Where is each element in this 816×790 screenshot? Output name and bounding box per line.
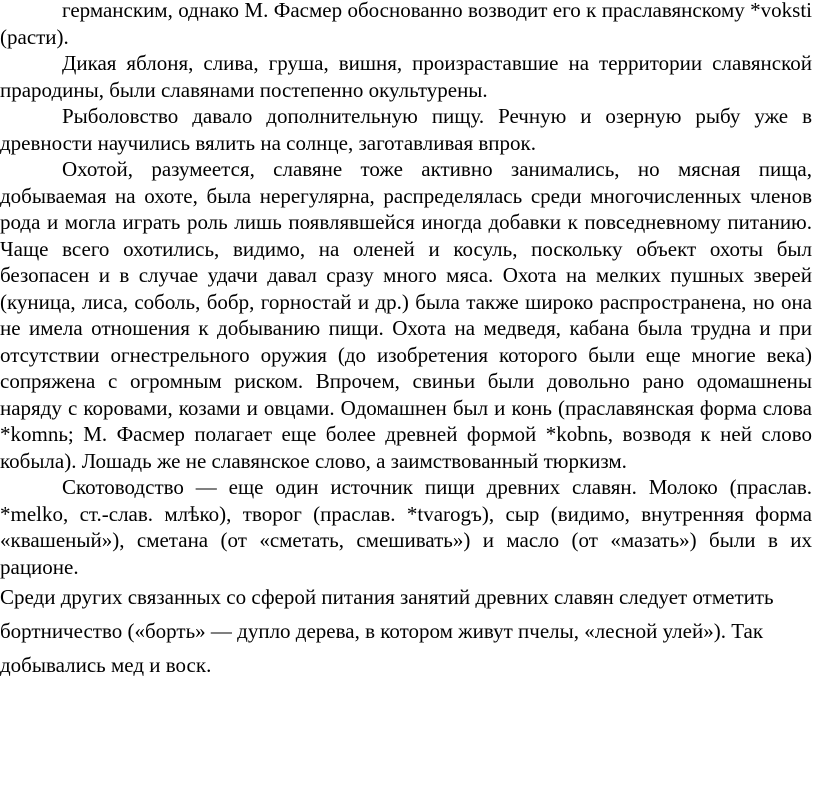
paragraph-origin-of-word: германским, однако М. Фасмер обоснованно возводит его к праславянскому *voksti (расти). — [0, 0, 812, 49]
paragraph-fishing: Рыболовство давало дополнительную пищу. Речную и озерную рыбу уже в древности научились вялить на солнце, заготавливая впрок. — [0, 104, 812, 155]
paragraph-fruit-trees: Дикая яблоня, слива, груша, вишня, произраставшие на территории славянской прародины, были славянами постепенно окультурены. — [0, 51, 812, 102]
paragraph-hunting: Охотой, разумеется, славяне тоже активно занимались, но мясная пища, добываемая на охоте, была нерегулярна, распределялась среди многочисленных членов рода и могла играть роль лишь появлявшейся иногда добавки к повседневному питанию. Чаще всего охотились, видимо, на оленей и косуль, поскольку объект охоты был безопасен и в случае удачи давал сразу много мяса. Охота на мелких пушных зверей (куница, лиса, соболь, бобр, горностай и др.) была также широко распространена, но она не имела отношения к добыванию пищи. Охота на медведя, кабана была трудна и при отсутствии огнестрельного оружия (до изобретения которого были еще многие века) сопряжена с огромным риском. Впрочем, свиньи были довольно рано одомашнены наряду с коровами, козами и овцами. Одомашнен был и конь (праславянская форма слова *komnь; М. Фасмер полагает еще более древней формой *kobnь, возводя к ней слово кобыла). Лошадь же не славянское слово, а заимствованный тюркизм. — [0, 157, 812, 473]
paragraph-cattle-breeding: Скотоводство — еще один источник пищи древних славян. Молоко (праслав. *melko, ст.-слав. млѣко), творог (праслав. *tvarogъ), сыр (видимо, внутренняя форма «квашеный»), сметана (от «сметать, смешивать») и масло (от «мазать») были в их рационе. — [0, 475, 812, 579]
paragraph-beekeeping: Среди других связанных со сферой питания занятий древних славян следует отметить бортничество («борть» — дупло дерева, в котором живут пчелы, «лесной улей»). Так добывались мед и воск. — [0, 585, 774, 677]
